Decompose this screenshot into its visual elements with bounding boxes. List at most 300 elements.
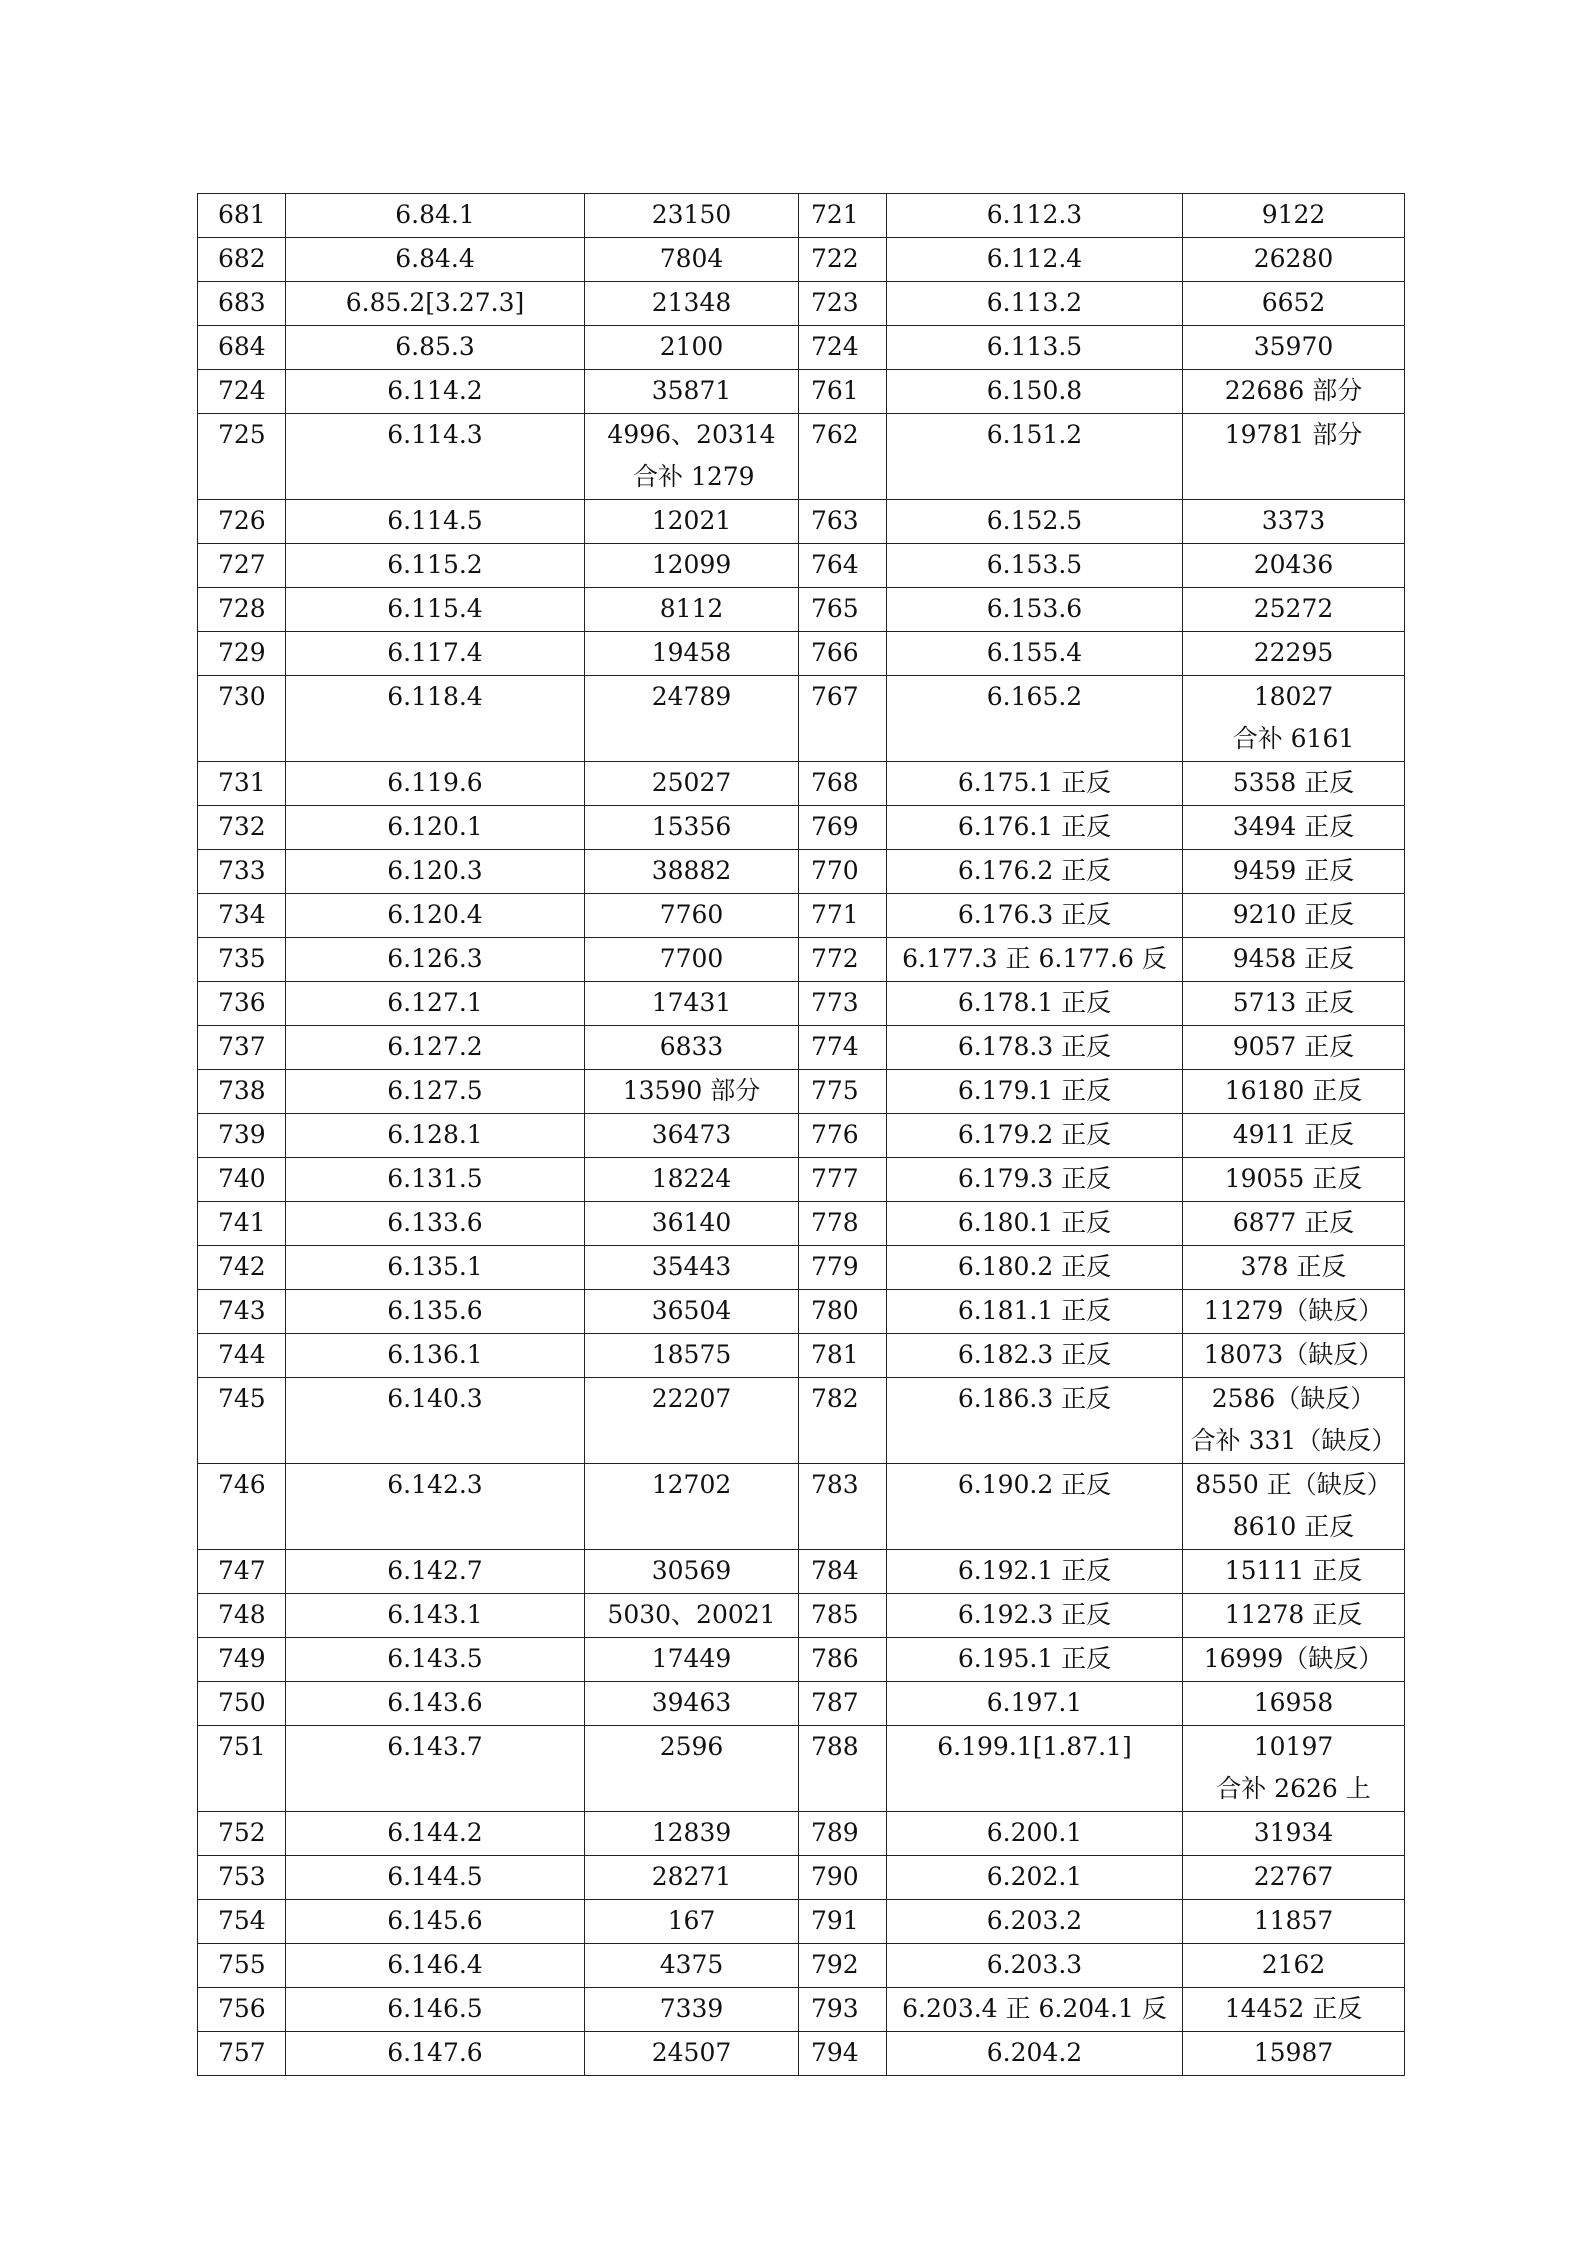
reference-left bbox=[585, 370, 799, 414]
reference-right bbox=[1183, 850, 1405, 894]
cell-line: 4375 bbox=[659, 1950, 724, 1979]
catalog-number-left: 6.143.1 bbox=[286, 1594, 585, 1638]
reference-right bbox=[1183, 1158, 1405, 1202]
table-row bbox=[198, 1202, 1405, 1246]
cell-line: 6877 正反 bbox=[1232, 1208, 1355, 1237]
index-right: 791 bbox=[799, 1900, 887, 1944]
index-left: 744 bbox=[198, 1334, 286, 1378]
reference-left bbox=[585, 1856, 799, 1900]
cell-line: 3494 正反 bbox=[1232, 812, 1355, 841]
index-right: 793 bbox=[799, 1988, 887, 2032]
table-row bbox=[198, 370, 1405, 414]
index-right: 763 bbox=[799, 500, 887, 544]
index-right: 721 bbox=[799, 194, 887, 238]
table-row bbox=[198, 1334, 1405, 1378]
cell-line: 10197 bbox=[1253, 1732, 1334, 1761]
cell-line: 8112 bbox=[659, 594, 724, 623]
cell-line: 28271 bbox=[651, 1862, 732, 1891]
catalog-number-right: 6.203.4 正 6.204.1 反 bbox=[887, 1988, 1183, 2032]
index-right: 775 bbox=[799, 1070, 887, 1114]
reference-right bbox=[1183, 1246, 1405, 1290]
catalog-number-left: 6.128.1 bbox=[286, 1114, 585, 1158]
catalog-number-left: 6.145.6 bbox=[286, 1900, 585, 1944]
reference-right bbox=[1183, 1682, 1405, 1726]
catalog-number-right: 6.153.6 bbox=[887, 588, 1183, 632]
cell-line: 26280 bbox=[1253, 244, 1334, 273]
table-row bbox=[198, 1944, 1405, 1988]
index-right: 785 bbox=[799, 1594, 887, 1638]
catalog-number-left: 6.143.6 bbox=[286, 1682, 585, 1726]
catalog-number-left: 6.120.4 bbox=[286, 894, 585, 938]
table-row bbox=[198, 850, 1405, 894]
index-right: 776 bbox=[799, 1114, 887, 1158]
cell-line: 20436 bbox=[1253, 550, 1334, 579]
catalog-number-left: 6.143.5 bbox=[286, 1638, 585, 1682]
index-left: 734 bbox=[198, 894, 286, 938]
index-right: 777 bbox=[799, 1158, 887, 1202]
cell-line: 18027 bbox=[1253, 682, 1334, 711]
index-right: 722 bbox=[799, 238, 887, 282]
index-left: 728 bbox=[198, 588, 286, 632]
cell-line: 3373 bbox=[1261, 506, 1326, 535]
catalog-number-left: 6.135.1 bbox=[286, 1246, 585, 1290]
catalog-number-right: 6.155.4 bbox=[887, 632, 1183, 676]
table-row bbox=[198, 1812, 1405, 1856]
index-left: 737 bbox=[198, 1026, 286, 1070]
catalog-number-right: 6.192.3 正反 bbox=[887, 1594, 1183, 1638]
cell-line: 30569 bbox=[651, 1556, 732, 1585]
cell-line: 31934 bbox=[1253, 1818, 1334, 1847]
table-row bbox=[198, 2032, 1405, 2076]
cell-line: 12021 bbox=[651, 506, 732, 535]
table-row bbox=[198, 282, 1405, 326]
reference-left bbox=[585, 1202, 799, 1246]
table-row bbox=[198, 1158, 1405, 1202]
cell-line: 21348 bbox=[651, 288, 732, 317]
cell-line: 7804 bbox=[659, 244, 724, 273]
cell-line: 合补 1279 bbox=[633, 462, 755, 491]
reference-right bbox=[1183, 894, 1405, 938]
table-row bbox=[198, 1900, 1405, 1944]
reference-right bbox=[1183, 1988, 1405, 2032]
reference-right bbox=[1183, 1026, 1405, 1070]
catalog-number-left: 6.115.4 bbox=[286, 588, 585, 632]
cell-line: 14452 正反 bbox=[1224, 1994, 1363, 2023]
reference-left bbox=[585, 1550, 799, 1594]
table-row bbox=[198, 326, 1405, 370]
cell-line: 24789 bbox=[651, 682, 732, 711]
reference-right bbox=[1183, 370, 1405, 414]
cell-line: 22767 bbox=[1253, 1862, 1334, 1891]
table-row bbox=[198, 1378, 1405, 1464]
cell-line: 167 bbox=[667, 1906, 716, 1935]
table-row bbox=[198, 500, 1405, 544]
reference-right bbox=[1183, 1944, 1405, 1988]
reference-left bbox=[585, 982, 799, 1026]
catalog-number-right: 6.113.5 bbox=[887, 326, 1183, 370]
catalog-number-right: 6.203.2 bbox=[887, 1900, 1183, 1944]
table-row bbox=[198, 806, 1405, 850]
catalog-number-right: 6.180.2 正反 bbox=[887, 1246, 1183, 1290]
catalog-number-left: 6.144.5 bbox=[286, 1856, 585, 1900]
table-row bbox=[198, 1726, 1405, 1812]
index-left: 735 bbox=[198, 938, 286, 982]
table-row bbox=[198, 1114, 1405, 1158]
reference-right bbox=[1183, 1856, 1405, 1900]
cell-line: 7760 bbox=[659, 900, 724, 929]
catalog-number-right: 6.165.2 bbox=[887, 676, 1183, 762]
reference-left bbox=[585, 414, 799, 500]
catalog-number-left: 6.84.1 bbox=[286, 194, 585, 238]
table-row bbox=[198, 414, 1405, 500]
catalog-number-right: 6.150.8 bbox=[887, 370, 1183, 414]
index-left: 682 bbox=[198, 238, 286, 282]
cell-line: 25272 bbox=[1253, 594, 1334, 623]
catalog-number-right: 6.178.1 正反 bbox=[887, 982, 1183, 1026]
reference-right bbox=[1183, 238, 1405, 282]
index-right: 787 bbox=[799, 1682, 887, 1726]
reference-left bbox=[585, 894, 799, 938]
catalog-number-left: 6.142.3 bbox=[286, 1464, 585, 1550]
index-right: 768 bbox=[799, 762, 887, 806]
cell-line: 23150 bbox=[651, 200, 732, 229]
reference-left bbox=[585, 762, 799, 806]
reference-left bbox=[585, 2032, 799, 2076]
cell-line: 18073（缺反） bbox=[1203, 1340, 1384, 1369]
cell-line: 合补 331（缺反） bbox=[1190, 1426, 1397, 1455]
index-left: 727 bbox=[198, 544, 286, 588]
index-left: 730 bbox=[198, 676, 286, 762]
reference-left bbox=[585, 1682, 799, 1726]
index-left: 733 bbox=[198, 850, 286, 894]
catalog-number-left: 6.127.5 bbox=[286, 1070, 585, 1114]
table-body bbox=[198, 194, 1405, 2076]
catalog-number-right: 6.202.1 bbox=[887, 1856, 1183, 1900]
table-row bbox=[198, 1464, 1405, 1550]
index-left: 741 bbox=[198, 1202, 286, 1246]
index-right: 765 bbox=[799, 588, 887, 632]
cell-line: 2596 bbox=[659, 1732, 724, 1761]
reference-left bbox=[585, 1594, 799, 1638]
index-left: 740 bbox=[198, 1158, 286, 1202]
catalog-number-right: 6.177.3 正 6.177.6 反 bbox=[887, 938, 1183, 982]
index-right: 771 bbox=[799, 894, 887, 938]
index-right: 794 bbox=[799, 2032, 887, 2076]
cell-line: 7339 bbox=[659, 1994, 724, 2023]
cell-line: 18575 bbox=[651, 1340, 732, 1369]
reference-left bbox=[585, 1944, 799, 1988]
table-row bbox=[198, 194, 1405, 238]
cell-line: 9459 正反 bbox=[1232, 856, 1355, 885]
cell-line: 15111 正反 bbox=[1224, 1556, 1363, 1585]
catalog-number-right: 6.180.1 正反 bbox=[887, 1202, 1183, 1246]
reference-left bbox=[585, 1378, 799, 1464]
catalog-number-left: 6.114.2 bbox=[286, 370, 585, 414]
index-left: 681 bbox=[198, 194, 286, 238]
reference-right bbox=[1183, 1202, 1405, 1246]
catalog-number-right: 6.178.3 正反 bbox=[887, 1026, 1183, 1070]
index-left: 748 bbox=[198, 1594, 286, 1638]
reference-left bbox=[585, 850, 799, 894]
cell-line: 13590 部分 bbox=[622, 1076, 761, 1105]
catalog-number-left: 6.146.4 bbox=[286, 1944, 585, 1988]
index-left: 742 bbox=[198, 1246, 286, 1290]
index-right: 782 bbox=[799, 1378, 887, 1464]
catalog-table bbox=[197, 193, 1405, 2076]
catalog-number-left: 6.136.1 bbox=[286, 1334, 585, 1378]
reference-right bbox=[1183, 1900, 1405, 1944]
catalog-number-left: 6.144.2 bbox=[286, 1812, 585, 1856]
reference-left bbox=[585, 1026, 799, 1070]
reference-left bbox=[585, 1246, 799, 1290]
reference-left bbox=[585, 1900, 799, 1944]
reference-right bbox=[1183, 194, 1405, 238]
index-right: 724 bbox=[799, 326, 887, 370]
reference-left bbox=[585, 806, 799, 850]
index-right: 780 bbox=[799, 1290, 887, 1334]
catalog-number-left: 6.114.5 bbox=[286, 500, 585, 544]
catalog-number-left: 6.147.6 bbox=[286, 2032, 585, 2076]
index-right: 784 bbox=[799, 1550, 887, 1594]
index-right: 786 bbox=[799, 1638, 887, 1682]
table-row bbox=[198, 1638, 1405, 1682]
index-right: 764 bbox=[799, 544, 887, 588]
index-left: 745 bbox=[198, 1378, 286, 1464]
cell-line: 17431 bbox=[651, 988, 732, 1017]
cell-line: 5713 正反 bbox=[1232, 988, 1355, 1017]
reference-left bbox=[585, 938, 799, 982]
index-right: 769 bbox=[799, 806, 887, 850]
index-right: 770 bbox=[799, 850, 887, 894]
table-row bbox=[198, 1856, 1405, 1900]
reference-right bbox=[1183, 326, 1405, 370]
index-left: 683 bbox=[198, 282, 286, 326]
reference-right bbox=[1183, 588, 1405, 632]
reference-right bbox=[1183, 500, 1405, 544]
catalog-number-right: 6.151.2 bbox=[887, 414, 1183, 500]
index-left: 755 bbox=[198, 1944, 286, 1988]
cell-line: 9122 bbox=[1261, 200, 1326, 229]
cell-line: 22295 bbox=[1253, 638, 1334, 667]
index-right: 772 bbox=[799, 938, 887, 982]
catalog-number-right: 6.176.1 正反 bbox=[887, 806, 1183, 850]
index-left: 754 bbox=[198, 1900, 286, 1944]
cell-line: 378 正反 bbox=[1240, 1252, 1347, 1281]
catalog-number-left: 6.115.2 bbox=[286, 544, 585, 588]
reference-left bbox=[585, 1290, 799, 1334]
catalog-number-left: 6.117.4 bbox=[286, 632, 585, 676]
catalog-number-right: 6.176.3 正反 bbox=[887, 894, 1183, 938]
catalog-number-right: 6.182.3 正反 bbox=[887, 1334, 1183, 1378]
reference-left bbox=[585, 544, 799, 588]
cell-line: 36140 bbox=[651, 1208, 732, 1237]
reference-right bbox=[1183, 1594, 1405, 1638]
reference-left bbox=[585, 1464, 799, 1550]
catalog-number-right: 6.195.1 正反 bbox=[887, 1638, 1183, 1682]
reference-left bbox=[585, 1158, 799, 1202]
index-left: 752 bbox=[198, 1812, 286, 1856]
catalog-number-right: 6.203.3 bbox=[887, 1944, 1183, 1988]
catalog-number-left: 6.85.2[3.27.3] bbox=[286, 282, 585, 326]
catalog-number-right: 6.176.2 正反 bbox=[887, 850, 1183, 894]
reference-right bbox=[1183, 938, 1405, 982]
index-left: 739 bbox=[198, 1114, 286, 1158]
reference-right bbox=[1183, 806, 1405, 850]
index-left: 757 bbox=[198, 2032, 286, 2076]
reference-left bbox=[585, 500, 799, 544]
reference-right bbox=[1183, 1114, 1405, 1158]
index-right: 766 bbox=[799, 632, 887, 676]
cell-line: 36504 bbox=[651, 1296, 732, 1325]
cell-line: 4911 正反 bbox=[1232, 1120, 1355, 1149]
cell-line: 19458 bbox=[651, 638, 732, 667]
index-left: 750 bbox=[198, 1682, 286, 1726]
catalog-number-right: 6.113.2 bbox=[887, 282, 1183, 326]
catalog-number-left: 6.114.3 bbox=[286, 414, 585, 500]
table-row bbox=[198, 632, 1405, 676]
cell-line: 5358 正反 bbox=[1232, 768, 1355, 797]
catalog-number-left: 6.127.2 bbox=[286, 1026, 585, 1070]
index-left: 684 bbox=[198, 326, 286, 370]
table-row bbox=[198, 938, 1405, 982]
catalog-number-right: 6.197.1 bbox=[887, 1682, 1183, 1726]
catalog-number-left: 6.120.1 bbox=[286, 806, 585, 850]
cell-line: 12702 bbox=[651, 1470, 732, 1499]
index-left: 736 bbox=[198, 982, 286, 1026]
cell-line: 9057 正反 bbox=[1232, 1032, 1355, 1061]
catalog-number-left: 6.143.7 bbox=[286, 1726, 585, 1812]
catalog-number-right: 6.199.1[1.87.1] bbox=[887, 1726, 1183, 1812]
index-left: 756 bbox=[198, 1988, 286, 2032]
catalog-number-left: 6.118.4 bbox=[286, 676, 585, 762]
index-right: 790 bbox=[799, 1856, 887, 1900]
reference-left bbox=[585, 1070, 799, 1114]
catalog-number-left: 6.85.3 bbox=[286, 326, 585, 370]
catalog-number-right: 6.186.3 正反 bbox=[887, 1378, 1183, 1464]
index-left: 751 bbox=[198, 1726, 286, 1812]
catalog-number-left: 6.135.6 bbox=[286, 1290, 585, 1334]
table-row bbox=[198, 1550, 1405, 1594]
cell-line: 2100 bbox=[659, 332, 724, 361]
cell-line: 12839 bbox=[651, 1818, 732, 1847]
catalog-number-right: 6.181.1 正反 bbox=[887, 1290, 1183, 1334]
cell-line: 24507 bbox=[651, 2038, 732, 2067]
index-right: 723 bbox=[799, 282, 887, 326]
cell-line: 6833 bbox=[659, 1032, 724, 1061]
cell-line: 2586（缺反） bbox=[1211, 1384, 1376, 1413]
index-left: 738 bbox=[198, 1070, 286, 1114]
cell-line: 2162 bbox=[1261, 1950, 1326, 1979]
reference-left bbox=[585, 238, 799, 282]
catalog-number-left: 6.142.7 bbox=[286, 1550, 585, 1594]
reference-right bbox=[1183, 414, 1405, 500]
catalog-number-right: 6.179.1 正反 bbox=[887, 1070, 1183, 1114]
reference-right bbox=[1183, 1290, 1405, 1334]
reference-right bbox=[1183, 2032, 1405, 2076]
table-row bbox=[198, 894, 1405, 938]
catalog-number-left: 6.84.4 bbox=[286, 238, 585, 282]
reference-left bbox=[585, 1726, 799, 1812]
index-left: 743 bbox=[198, 1290, 286, 1334]
cell-line: 11278 正反 bbox=[1224, 1600, 1363, 1629]
cell-line: 合补 2626 上 bbox=[1216, 1774, 1371, 1803]
catalog-number-left: 6.119.6 bbox=[286, 762, 585, 806]
table-row bbox=[198, 1070, 1405, 1114]
reference-left bbox=[585, 1812, 799, 1856]
catalog-number-left: 6.146.5 bbox=[286, 1988, 585, 2032]
index-right: 773 bbox=[799, 982, 887, 1026]
reference-right bbox=[1183, 676, 1405, 762]
catalog-number-left: 6.120.3 bbox=[286, 850, 585, 894]
table-row bbox=[198, 982, 1405, 1026]
reference-right bbox=[1183, 632, 1405, 676]
index-right: 792 bbox=[799, 1944, 887, 1988]
catalog-number-right: 6.112.4 bbox=[887, 238, 1183, 282]
catalog-number-right: 6.179.2 正反 bbox=[887, 1114, 1183, 1158]
cell-line: 15356 bbox=[651, 812, 732, 841]
cell-line: 17449 bbox=[651, 1644, 732, 1673]
index-right: 767 bbox=[799, 676, 887, 762]
reference-right bbox=[1183, 1812, 1405, 1856]
index-left: 724 bbox=[198, 370, 286, 414]
cell-line: 25027 bbox=[651, 768, 732, 797]
index-left: 746 bbox=[198, 1464, 286, 1550]
cell-line: 22686 部分 bbox=[1224, 376, 1363, 405]
cell-line: 22207 bbox=[651, 1384, 732, 1413]
cell-line: 35970 bbox=[1253, 332, 1334, 361]
cell-line: 15987 bbox=[1253, 2038, 1334, 2067]
catalog-number-right: 6.153.5 bbox=[887, 544, 1183, 588]
cell-line: 39463 bbox=[651, 1688, 732, 1717]
catalog-number-right: 6.152.5 bbox=[887, 500, 1183, 544]
index-left: 729 bbox=[198, 632, 286, 676]
catalog-number-right: 6.175.1 正反 bbox=[887, 762, 1183, 806]
reference-left bbox=[585, 326, 799, 370]
index-right: 774 bbox=[799, 1026, 887, 1070]
cell-line: 7700 bbox=[659, 944, 724, 973]
table-row bbox=[198, 1682, 1405, 1726]
index-right: 761 bbox=[799, 370, 887, 414]
table-row bbox=[198, 544, 1405, 588]
cell-line: 38882 bbox=[651, 856, 732, 885]
catalog-number-left: 6.131.5 bbox=[286, 1158, 585, 1202]
reference-left bbox=[585, 632, 799, 676]
reference-left bbox=[585, 676, 799, 762]
table-row bbox=[198, 1026, 1405, 1070]
index-right: 778 bbox=[799, 1202, 887, 1246]
cell-line: 5030、20021 bbox=[607, 1600, 776, 1629]
catalog-number-right: 6.204.2 bbox=[887, 2032, 1183, 2076]
index-left: 732 bbox=[198, 806, 286, 850]
cell-line: 4996、20314 bbox=[607, 420, 776, 449]
cell-line: 16958 bbox=[1253, 1688, 1334, 1717]
table-row bbox=[198, 1988, 1405, 2032]
reference-right bbox=[1183, 982, 1405, 1026]
index-right: 783 bbox=[799, 1464, 887, 1550]
index-left: 753 bbox=[198, 1856, 286, 1900]
index-right: 789 bbox=[799, 1812, 887, 1856]
cell-line: 8550 正（缺反） bbox=[1195, 1470, 1392, 1499]
cell-line: 8610 正反 bbox=[1232, 1512, 1355, 1541]
reference-right bbox=[1183, 1464, 1405, 1550]
cell-line: 19781 部分 bbox=[1224, 420, 1363, 449]
cell-line: 19055 正反 bbox=[1224, 1164, 1363, 1193]
reference-right bbox=[1183, 1550, 1405, 1594]
table-row bbox=[198, 1246, 1405, 1290]
table-row bbox=[198, 1290, 1405, 1334]
reference-right bbox=[1183, 1070, 1405, 1114]
cell-line: 11857 bbox=[1253, 1906, 1334, 1935]
